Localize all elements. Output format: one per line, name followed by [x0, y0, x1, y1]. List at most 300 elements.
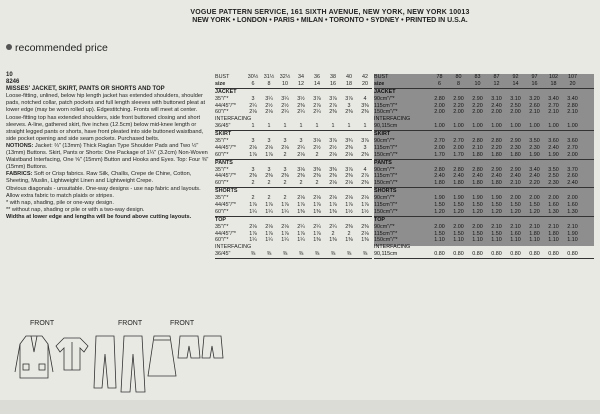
table-cell: 1⅞ [249, 230, 257, 237]
table-cell: 3 [251, 95, 255, 102]
table-cell: 1.00 [510, 123, 521, 130]
table-cell: 1.10 [491, 237, 502, 244]
row-label: 150cm"/"* [374, 237, 398, 244]
table-cell: 2.90 [510, 138, 521, 145]
table-cell: 2⅛ [329, 151, 337, 158]
table-row [215, 237, 372, 244]
table-cell: 31½ [263, 74, 275, 80]
table-cell: 1.80 [472, 180, 483, 187]
row-label: 90cm"/"* [374, 95, 395, 102]
table-cell: 2.80 [434, 95, 445, 102]
table-cell: 2⅛ [281, 144, 289, 151]
row-label: 115cm"/"* [374, 144, 398, 151]
table-cell: 1⅜ [313, 237, 321, 244]
table-cell: 2.40 [529, 173, 540, 180]
table-cell: 10 [474, 80, 481, 87]
table-cell: 2½ [313, 144, 321, 151]
table-cell: 1.10 [510, 237, 521, 244]
table-cell: 3⅛ [297, 166, 305, 173]
row-label: 115cm"/"* [374, 202, 398, 209]
table-cell: 12 [298, 80, 304, 87]
table-cell: 2¼ [297, 144, 305, 151]
table-cell: 3 [299, 138, 303, 145]
table-cell: 3.20 [529, 95, 540, 102]
nap-note-2: ** without nap, shading or pile or with a two-way design. [6, 206, 145, 213]
table-cell: 3.70 [567, 166, 578, 173]
table-cell: 3.50 [529, 138, 540, 145]
table-cell: 1⅜ [297, 208, 305, 215]
table-row [374, 209, 594, 217]
table-row [374, 109, 594, 116]
table-cell: 2¼ [313, 109, 321, 116]
pattern-number: 8246 [6, 79, 20, 86]
table-cell: 2.70 [567, 144, 578, 151]
table-cell: 2.70 [434, 138, 445, 145]
table-cell: 1⅞ [265, 202, 273, 209]
table-cell: 1½ [361, 208, 369, 215]
row-label: 44/45"/"* [215, 144, 236, 151]
table-cell: 1 [267, 123, 271, 130]
table-cell: 1.90 [434, 195, 445, 202]
table-cell: 2.40 [567, 180, 578, 187]
top-sketch [56, 338, 88, 370]
row-label: INTERFACING [215, 116, 252, 123]
table-cell: 2.90 [472, 95, 483, 102]
size-row [215, 81, 372, 89]
table-cell: 2⅛ [345, 195, 353, 202]
table-cell: 2⅜ [345, 144, 353, 151]
table-cell: 2⅜ [345, 173, 353, 180]
table-cell: 3.40 [567, 95, 578, 102]
table-cell: 2.20 [472, 102, 483, 109]
table-cell: 2¼ [249, 102, 257, 109]
table-cell: 1.80 [491, 180, 502, 187]
table-cell: 2.00 [548, 195, 559, 202]
group-heading [374, 188, 594, 195]
table-row [374, 202, 594, 209]
table-cell: ⅜ [314, 251, 320, 258]
table-cell: 1¼ [281, 208, 289, 215]
table-cell: 10 [282, 80, 288, 87]
row-label: JACKET [215, 88, 237, 95]
table-cell: 2 [267, 195, 271, 202]
table-cell: 0.80 [472, 251, 483, 258]
table-row [215, 145, 372, 152]
table-cell: 2¼ [297, 109, 305, 116]
table-cell: 2⅜ [281, 173, 289, 180]
table-cell: 2⅜ [297, 173, 305, 180]
table-cell: 1.90 [472, 195, 483, 202]
table-cell: 4 [363, 166, 367, 173]
table-cell: 1.30 [548, 208, 559, 215]
table-cell: 1⅞ [281, 202, 289, 209]
table-cell: ⅜ [330, 251, 336, 258]
group-heading [215, 89, 372, 96]
table-cell: 2 [347, 230, 351, 237]
table-cell: 2⅛ [361, 195, 369, 202]
table-cell: 1.80 [434, 180, 445, 187]
row-label: BUST [215, 74, 230, 80]
table-cell: 2.10 [548, 109, 559, 116]
row-label: 90cm"/"* [374, 138, 395, 145]
table-cell: 20 [362, 80, 368, 87]
table-cell: 30½ [247, 74, 259, 80]
table-cell: 2⅜ [249, 173, 257, 180]
row-label: 60"/"* [215, 237, 229, 244]
group-heading [215, 160, 372, 167]
table-row [374, 195, 594, 202]
row-label: SKIRT [374, 131, 391, 138]
table-cell: 1⅞ [265, 151, 273, 158]
row-label: INTERFACING [374, 244, 411, 251]
table-cell: 0.80 [491, 251, 502, 258]
table-cell: 2.60 [567, 173, 578, 180]
row-label: 115cm"/"* [374, 230, 398, 237]
table-cell: 2.80 [453, 166, 464, 173]
page-number: 10 [6, 72, 13, 78]
table-row [215, 96, 372, 103]
table-cell: 34 [298, 74, 304, 80]
table-cell: 2.00 [453, 223, 464, 230]
row-label: 60"/"* [215, 151, 229, 158]
table-cell: 3⅞ [361, 138, 369, 145]
table-cell: 1¼ [249, 208, 257, 215]
table-cell: 80 [455, 74, 462, 80]
table-cell: 2.10 [548, 223, 559, 230]
table-cell: ⅜ [362, 251, 368, 258]
table-row [215, 251, 372, 259]
table-cell: 2 [267, 180, 271, 187]
row-label: 44/45"/"* [215, 102, 236, 109]
table-row [374, 237, 594, 244]
table-cell: 1⅞ [297, 202, 305, 209]
table-cell: 3¼ [265, 95, 273, 102]
table-cell: 16 [330, 80, 336, 87]
table-cell: 2½ [329, 144, 337, 151]
table-cell: 1⅞ [329, 202, 337, 209]
table-row [215, 152, 372, 160]
group-heading [374, 160, 594, 167]
table-cell: 3.60 [548, 138, 559, 145]
table-cell: 3 [267, 138, 271, 145]
table-cell: 2.80 [491, 138, 502, 145]
table-cell: 1.60 [548, 202, 559, 209]
row-label: 150cm"/"* [374, 180, 398, 187]
size-row [374, 81, 594, 89]
table-cell: 2.10 [491, 223, 502, 230]
pattern-title: MISSES' JACKET, SKIRT, PANTS OR SHORTS AND TOP [6, 86, 165, 93]
table-cell: 8 [457, 80, 460, 87]
table-cell: 3⅞ [329, 95, 337, 102]
table-row [215, 123, 372, 131]
table-cell: 1⅞ [265, 230, 273, 237]
table-cell: 2.50 [548, 173, 559, 180]
fabrics-label: FABRICS: [6, 171, 33, 178]
table-cell: 2⅛ [345, 151, 353, 158]
bullet-icon [6, 44, 12, 50]
table-cell: 1.80 [491, 151, 502, 158]
garment-sketches [14, 332, 224, 398]
table-cell: 2.30 [548, 180, 559, 187]
table-cell: 1⅜ [361, 237, 369, 244]
table-row [215, 244, 372, 251]
imperial-yardage-table [215, 74, 372, 259]
table-cell: 1¼ [281, 237, 289, 244]
table-cell: 2⅞ [313, 102, 321, 109]
table-cell: 2.00 [510, 195, 521, 202]
table-cell: 2.80 [472, 138, 483, 145]
table-cell: 3 [347, 102, 351, 109]
table-cell: 2.70 [453, 138, 464, 145]
row-label: 90,115cm [374, 123, 398, 130]
table-cell: 2.00 [567, 195, 578, 202]
table-cell: 1.50 [529, 202, 540, 209]
table-cell: 1⅞ [313, 202, 321, 209]
table-cell: 1.00 [567, 123, 578, 130]
table-cell: 0.80 [548, 251, 559, 258]
table-cell: 1.20 [529, 208, 540, 215]
table-cell: 2 [315, 151, 319, 158]
table-cell: 2⅜ [345, 223, 353, 230]
table-cell: 1 [251, 123, 255, 130]
row-label: 150cm"/"* [374, 109, 398, 116]
table-cell: 3½ [297, 95, 305, 102]
table-cell: 2⅜ [361, 109, 369, 116]
table-cell: 4 [363, 95, 367, 102]
table-cell: 1.50 [510, 202, 521, 209]
row-label: SHORTS [215, 188, 238, 195]
table-cell: ⅜ [346, 251, 352, 258]
table-cell: 2.10 [529, 109, 540, 116]
table-row [215, 180, 372, 188]
table-row [374, 152, 594, 160]
table-cell: 2⅛ [249, 144, 257, 151]
row-label: 60"/"* [215, 109, 229, 116]
table-row [374, 123, 594, 131]
row-label: 36/45" [215, 251, 231, 258]
table-cell: 2 [283, 180, 287, 187]
table-row [374, 138, 594, 145]
table-cell: 83 [474, 74, 481, 80]
table-cell: 0.80 [529, 251, 540, 258]
envelope-edge [0, 400, 600, 414]
table-cell: 3.60 [567, 138, 578, 145]
table-cell: 2 [315, 180, 319, 187]
table-cell: 2.90 [453, 95, 464, 102]
table-cell: 6 [438, 80, 441, 87]
table-cell: 3⅜ [329, 166, 337, 173]
table-cell: 2.40 [491, 173, 502, 180]
table-cell: 3 [283, 166, 287, 173]
table-cell: 2.60 [529, 102, 540, 109]
table-cell: 92 [512, 74, 519, 80]
widths-note: Widths at lower edge and lengths will be found above cutting layouts. [6, 213, 192, 220]
table-cell: 3¼ [281, 95, 289, 102]
table-cell: 2⅜ [361, 180, 369, 187]
table-cell: 1 [315, 123, 319, 130]
row-label: JACKET [374, 88, 396, 95]
table-cell: 2¼ [297, 223, 305, 230]
table-row [374, 116, 594, 123]
recommended-price-label: recommended price [15, 42, 108, 54]
table-cell: 1.90 [548, 151, 559, 158]
table-cell: ⅜ [250, 251, 256, 258]
table-cell: 1⅞ [249, 151, 257, 158]
table-cell: 1¼ [265, 208, 273, 215]
table-cell: 1¼ [297, 237, 305, 244]
table-cell: 2.50 [510, 102, 521, 109]
row-label: 36/45" [215, 123, 231, 130]
table-row [374, 244, 594, 251]
table-cell: 2.80 [434, 166, 445, 173]
table-cell: 2⅛ [345, 180, 353, 187]
group-heading [374, 131, 594, 138]
table-cell: 1.10 [567, 237, 578, 244]
table-cell: 2.00 [434, 102, 445, 109]
table-cell: 1.00 [491, 123, 502, 130]
table-cell: 8 [267, 80, 271, 87]
table-cell: 18 [550, 80, 557, 87]
table-cell: 2.00 [453, 109, 464, 116]
table-cell: 32½ [279, 74, 291, 80]
table-cell: 1.00 [529, 123, 540, 130]
description-text: Loose-fitting, unlined, below hip length jacket has extended shoulders, shoulder pads, notched collar, patch pockets and full length sleeves with buttoned pleat at lower edge (may be worn rolled up). Edgestitching. Fronts will meet at center. Loose-fitting top has extended shoulders, side front buttoned closing and short sleeves. A-line, gathered skirt, five inches (12.5cm) below mid-knee length or straight legged pants or shorts, have front pleated into side buttoned waistband, side pocket opening and side seam pockets. Purchased belts. [6, 93, 206, 142]
table-cell: 2.40 [491, 102, 502, 109]
table-cell: 1⅜ [313, 208, 321, 215]
table-cell: 2.30 [529, 144, 540, 151]
table-cell: 1.80 [548, 230, 559, 237]
publisher-cities: NEW YORK • LONDON • PARIS • MILAN • TORONTO • SYDNEY • PRINTED IN U.S.A. [192, 17, 468, 24]
table-cell: 2⅛ [329, 180, 337, 187]
table-cell: 2.10 [567, 109, 578, 116]
table-cell: 1.90 [491, 195, 502, 202]
table-cell: 2⅛ [329, 195, 337, 202]
table-cell: 1.60 [510, 230, 521, 237]
table-cell: 2.10 [567, 223, 578, 230]
table-cell: 2.00 [434, 109, 445, 116]
table-cell: 2⅞ [361, 173, 369, 180]
front-label-2: FRONT [118, 320, 143, 327]
row-label: TOP [374, 216, 385, 223]
table-cell: 1.60 [567, 202, 578, 209]
row-label: 90cm"/"* [374, 166, 395, 173]
publisher-address: VOGUE PATTERN SERVICE, 161 SIXTH AVENUE, NEW YORK, NEW YORK 10013 [190, 9, 470, 16]
row-label: 35"/"* [215, 138, 229, 145]
table-cell: 1⅞ [281, 230, 289, 237]
table-cell: 2¼ [329, 223, 337, 230]
table-cell: 2⅛ [297, 195, 305, 202]
table-cell: 1.20 [510, 208, 521, 215]
table-cell: 3.40 [529, 166, 540, 173]
row-label: PANTS [215, 159, 233, 166]
table-cell: 2.30 [510, 144, 521, 151]
table-row [215, 103, 372, 110]
table-row [374, 96, 594, 103]
table-cell: 2.90 [510, 166, 521, 173]
table-cell: 1.50 [453, 230, 464, 237]
table-cell: 2.00 [453, 144, 464, 151]
table-cell: 2⅞ [329, 102, 337, 109]
front-label-1: FRONT [30, 320, 55, 327]
table-row [374, 145, 594, 152]
table-cell: 1.90 [453, 195, 464, 202]
skirt-sketch [148, 336, 176, 376]
table-cell: 1⅞ [345, 202, 353, 209]
table-cell: 2.10 [472, 144, 483, 151]
table-cell: 3⅞ [329, 138, 337, 145]
table-cell: 1⅜ [329, 208, 337, 215]
table-cell: 3 [363, 144, 367, 151]
table-cell: 2.70 [548, 102, 559, 109]
row-label: 90cm"/"* [374, 195, 395, 202]
row-label: 35"/"* [215, 195, 229, 202]
table-cell: 2.10 [510, 180, 521, 187]
table-cell: 0.80 [453, 251, 464, 258]
table-cell: 2⅜ [345, 109, 353, 116]
table-cell: 2⅛ [249, 223, 257, 230]
table-cell: 2¼ [281, 109, 289, 116]
group-heading [215, 217, 372, 224]
row-label: 35"/"* [215, 223, 229, 230]
table-cell: 1 [363, 123, 367, 130]
table-cell: 1.20 [453, 208, 464, 215]
table-cell: 1.50 [453, 202, 464, 209]
table-cell: 2.00 [472, 223, 483, 230]
table-cell: 1 [347, 123, 351, 130]
table-cell: 2.20 [453, 102, 464, 109]
table-cell: 1.20 [434, 208, 445, 215]
table-cell: 2⅜ [313, 173, 321, 180]
table-cell: 38 [330, 74, 336, 80]
table-cell: 2 [283, 195, 287, 202]
nap-note-1: * with nap, shading, pile or one-way design. [6, 199, 114, 206]
table-cell: 0.80 [434, 251, 445, 258]
table-cell: 6 [251, 80, 255, 87]
table-cell: 0.80 [567, 251, 578, 258]
table-cell: 1⅞ [361, 202, 369, 209]
table-cell: 1.10 [472, 237, 483, 244]
row-label: size [374, 80, 385, 87]
table-cell: 2.20 [529, 180, 540, 187]
table-cell: 2 [299, 180, 303, 187]
table-cell: 2⅛ [297, 151, 305, 158]
table-cell: 3.10 [510, 95, 521, 102]
table-cell: 1.50 [491, 230, 502, 237]
table-cell: 1⅞ [313, 230, 321, 237]
table-cell: 2⅛ [265, 109, 273, 116]
table-cell: 1⅜ [345, 237, 353, 244]
table-cell: 2.00 [434, 144, 445, 151]
table-cell: 2.80 [472, 166, 483, 173]
table-cell: 2.40 [453, 173, 464, 180]
table-cell: 2.80 [567, 102, 578, 109]
row-label: 60"/"* [215, 208, 229, 215]
table-cell: 1.50 [491, 202, 502, 209]
table-cell: 2⅜ [329, 173, 337, 180]
table-cell: 2.00 [510, 109, 521, 116]
table-cell: 2.90 [491, 166, 502, 173]
pants-sketch-2 [121, 336, 145, 392]
notions-label: NOTIONS: [6, 142, 34, 149]
table-cell: 2⅛ [265, 144, 273, 151]
table-cell: 1.70 [453, 151, 464, 158]
table-cell: ⅜ [266, 251, 272, 258]
table-cell: 12 [493, 80, 500, 87]
table-cell: 2.00 [472, 109, 483, 116]
table-cell: 1.10 [434, 237, 445, 244]
row-label: 44/45"/"* [215, 173, 236, 180]
table-row [374, 167, 594, 174]
